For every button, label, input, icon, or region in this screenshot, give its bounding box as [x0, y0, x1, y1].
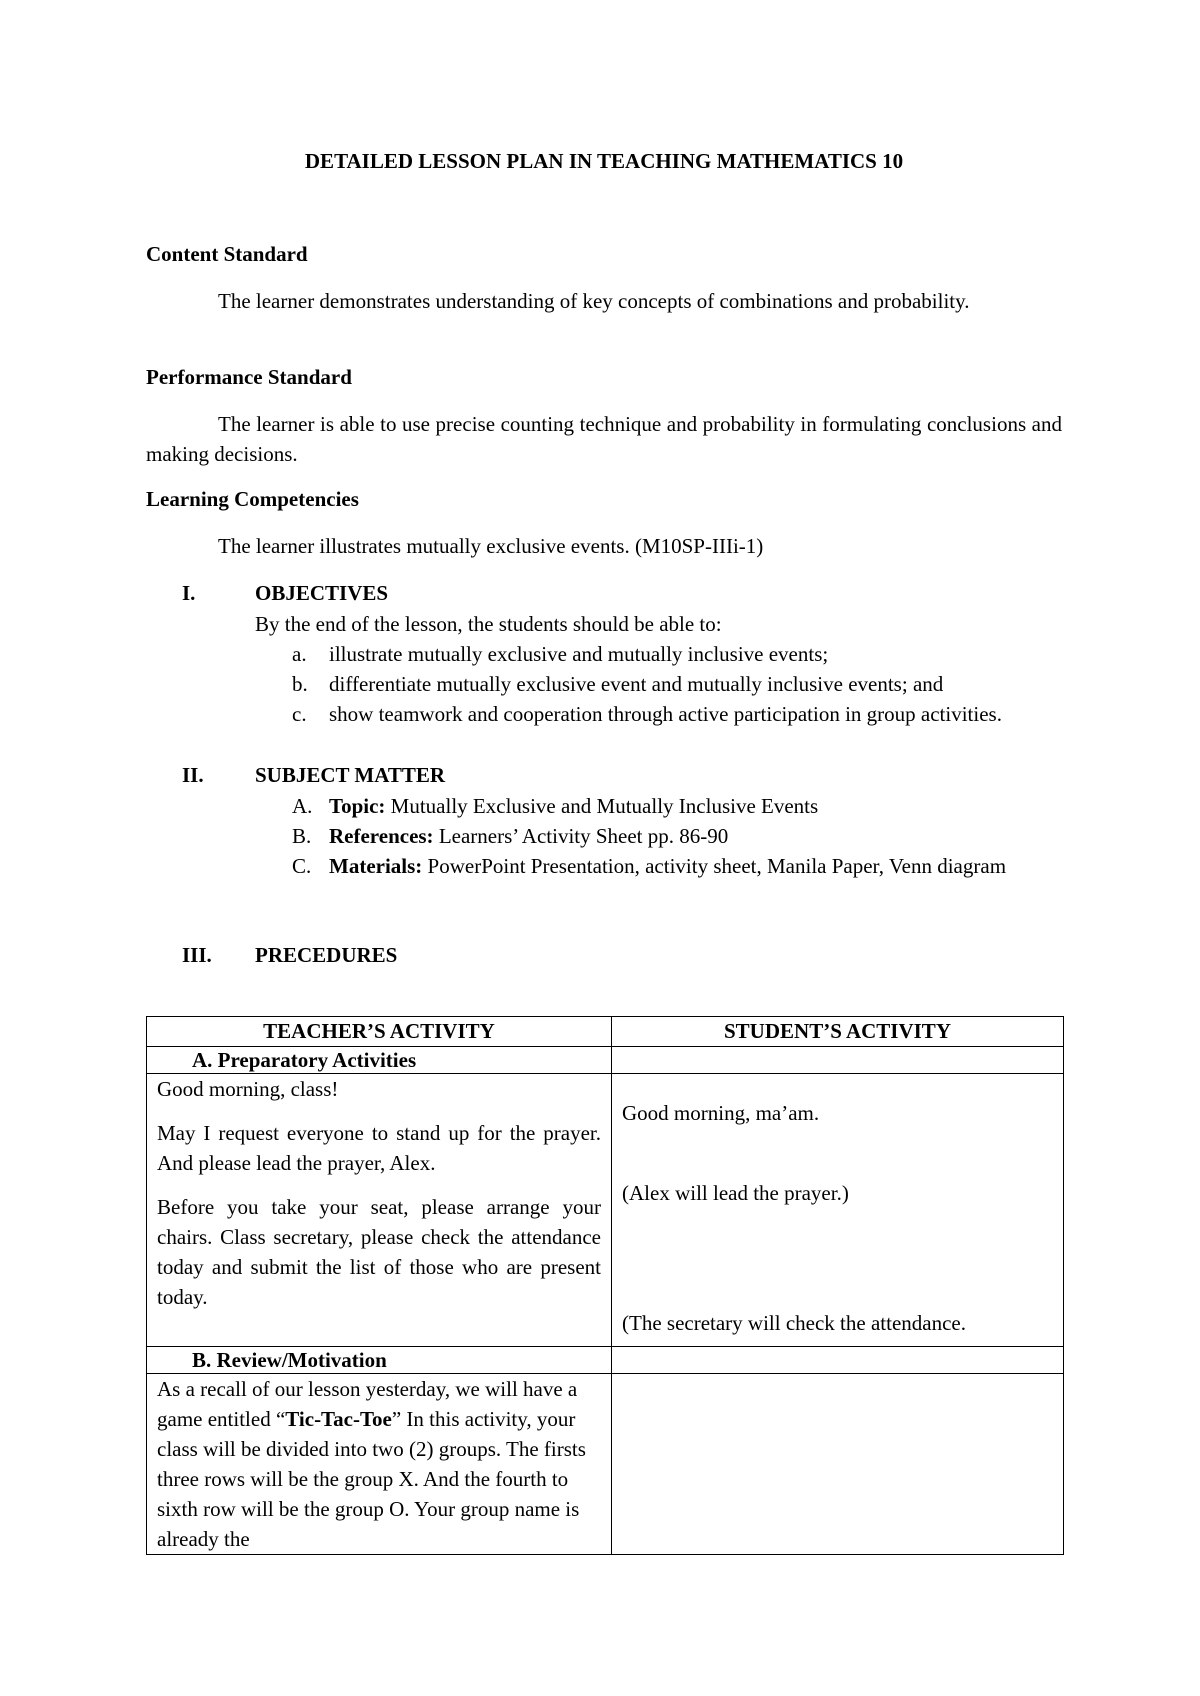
game-name: Tic-Tac-Toe	[285, 1407, 392, 1431]
teacher-line: Before you take your seat, please arrange your chairs. Class secretary, please check the attendance today and submit the list of those who are present today.	[157, 1195, 601, 1309]
procedures-heading: PRECEDURES	[255, 943, 398, 967]
section-a-student-empty	[612, 1047, 1064, 1074]
objective-text: illustrate mutually exclusive and mutually inclusive events;	[329, 642, 829, 666]
content-standard-heading: Content Standard	[146, 242, 308, 266]
content-standard-text: The learner demonstrates understanding of key concepts of combinations and probability.	[218, 289, 970, 313]
objective-label: b.	[292, 672, 308, 696]
student-activity-header: STUDENT’S ACTIVITY	[612, 1017, 1064, 1047]
subject-matter-item	[292, 821, 1062, 851]
objective-item	[292, 639, 1062, 669]
teacher-activity-header: TEACHER’S ACTIVITY	[147, 1017, 612, 1047]
section-a-student-cell	[612, 1074, 1064, 1347]
student-line: (Alex will lead the prayer.)	[622, 1181, 849, 1205]
section-b-student-cell	[612, 1374, 1064, 1555]
teacher-text: ” In this activity, your class will be divided into two (2) groups. The firsts three rows will be the group X. And the fourth to sixth row will be the group O. Your group name is already the	[157, 1407, 586, 1551]
subject-matter-key: Materials:	[329, 854, 423, 878]
objectives-heading: OBJECTIVES	[255, 581, 389, 605]
teacher-line: May I request everyone to stand up for the prayer. And please lead the prayer, Alex.	[157, 1121, 601, 1175]
subject-matter-label: A.	[292, 794, 313, 818]
student-line: (The secretary will check the attendance.	[622, 1311, 966, 1335]
subject-matter-value: Mutually Exclusive and Mutually Inclusive Events	[385, 794, 819, 818]
document-title: DETAILED LESSON PLAN IN TEACHING MATHEMATICS 10	[304, 149, 904, 173]
subject-matter-heading: SUBJECT MATTER	[255, 763, 446, 787]
objective-label: c.	[292, 702, 307, 726]
objective-item	[292, 669, 1062, 699]
teacher-line: Good morning, class!	[157, 1077, 339, 1101]
subject-matter-item	[292, 851, 1062, 881]
subject-matter-key: References:	[329, 824, 434, 848]
section-b-heading: B. Review/Motivation	[147, 1347, 612, 1374]
performance-standard-text: The learner is able to use precise counting technique and probability in formulating conclusions and making decisions.	[146, 412, 1062, 466]
section-a-teacher-cell	[147, 1074, 612, 1347]
subject-matter-value: Learners’ Activity Sheet pp. 86-90	[433, 824, 729, 848]
objectives-numeral: I.	[182, 581, 196, 605]
subject-matter-item	[292, 791, 1062, 821]
section-b-student-empty	[612, 1347, 1064, 1374]
procedures-numeral: III.	[182, 943, 212, 967]
section-a-heading: A. Preparatory Activities	[147, 1047, 612, 1074]
subject-matter-label: B.	[292, 824, 312, 848]
objective-text: differentiate mutually exclusive event and mutually inclusive events; and	[329, 672, 944, 696]
learning-competencies-text: The learner illustrates mutually exclusive events. (M10SP-IIIi-1)	[218, 534, 764, 558]
objective-text: show teamwork and cooperation through active participation in group activities.	[329, 702, 1002, 726]
objective-label: a.	[292, 642, 307, 666]
objective-item	[292, 699, 1062, 729]
subject-matter-numeral: II.	[182, 763, 204, 787]
performance-standard-heading: Performance Standard	[146, 365, 352, 389]
student-line: Good morning, ma’am.	[622, 1101, 820, 1125]
procedures-table	[146, 1016, 1064, 1555]
learning-competencies-heading: Learning Competencies	[146, 487, 359, 511]
subject-matter-label: C.	[292, 854, 312, 878]
section-b-teacher-cell	[147, 1374, 612, 1555]
subject-matter-value: PowerPoint Presentation, activity sheet, Manila Paper, Venn diagram	[422, 854, 1007, 878]
subject-matter-key: Topic:	[329, 794, 386, 818]
teacher-text: As a recall of our lesson yesterday, we will have a game entitled “	[157, 1377, 578, 1431]
objectives-intro: By the end of the lesson, the students should be able to:	[255, 612, 722, 636]
